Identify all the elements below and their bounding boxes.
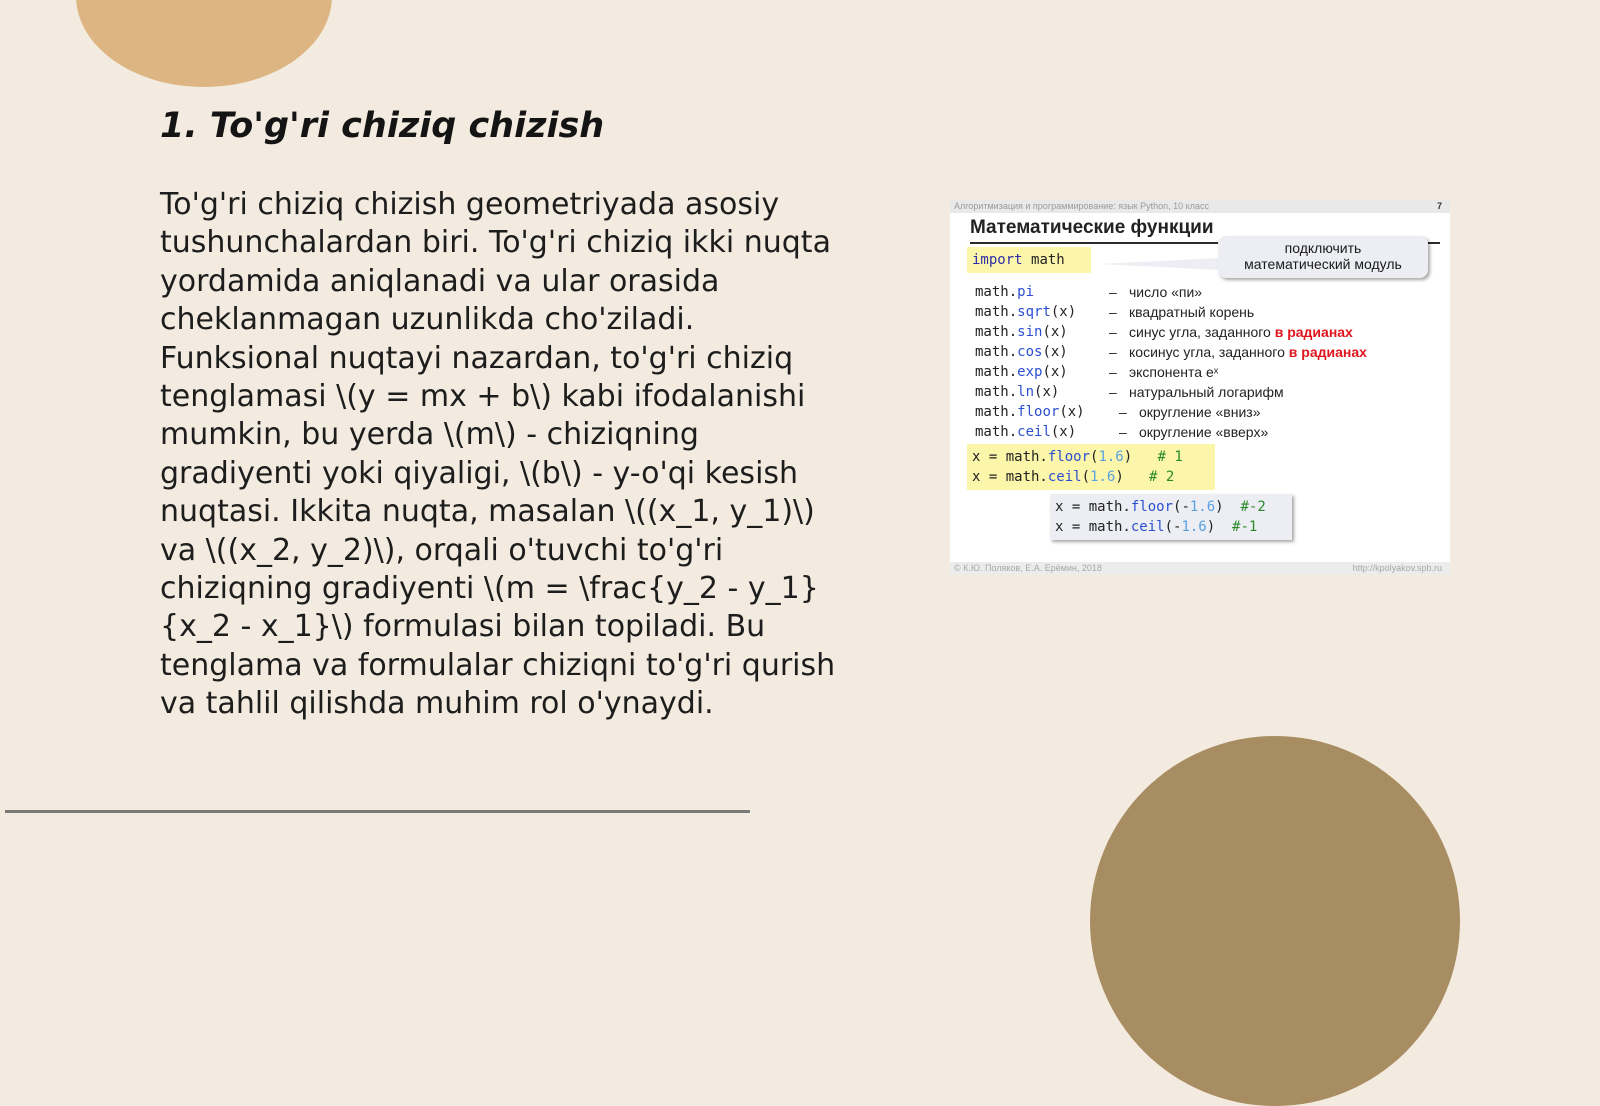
function-description [1139,422,1268,442]
function-name [975,302,1076,322]
function-dash: – [1109,364,1117,380]
import-statement [967,247,1091,273]
function-description-text: квадратный корень [1129,304,1255,320]
function-description [1129,302,1254,322]
function-row [975,402,1445,422]
function-row [975,382,1445,402]
callout-bubble [1218,236,1428,278]
code-close: ) [1123,449,1133,465]
function-method: cos [1017,344,1043,360]
function-row [975,342,1445,362]
code-comment: # 1 [1157,449,1183,465]
code-block-positive [967,444,1215,490]
code-line [972,447,1215,467]
code-comment: #-2 [1240,499,1266,515]
function-prefix: math. [975,404,1018,420]
code-close: ) [1206,519,1216,535]
function-method: ln [1017,384,1035,400]
function-highlight: в радианах [1274,324,1353,340]
code-lhs: x = math. [1055,519,1131,535]
function-prefix: math. [975,344,1018,360]
function-description [1129,342,1367,362]
body-paragraph: To'g'ri chiziq chizish geometriyada asosiy tushunchalardan biri. To'g'ri chiziq ikki nuqta yordamida aniqlanadi va ular orasida cheklanmagan uzunlikda cho'ziladi. Funksional nuqtayi nazardan, to'g'ri chiziq tenglamasi \(y = mx + b\) kabi ifodalanishi mumkin, bu yerda \(m\) - chiziqning gradiyenti yoki qiyaligi, \(b\) - y-o'qi kesish nuqtasi. Ikkita nuqta, masalan \((x_1, y_1)\) va \((x_2, y_2)\), orqali o'tuvchi to'g'ri chiziqning gradiyenti \(m = \frac{y_2 - y_1}{x_2 - x_1}\) formulasi bilan topiladi. Bu tenglama va formulalar chiziqni to'g'ri qurish va tahlil qilishda muhim rol o'ynaydi. [160,187,836,722]
function-args: (x) [1042,364,1068,380]
slide-footer-left: © К.Ю. Поляков, Е.А. Ерёмин, 2018 [954,563,1102,573]
callout-line-1: подключить [1284,240,1362,256]
code-comment: # 2 [1149,469,1175,485]
function-name [975,342,1068,362]
function-description [1129,282,1202,302]
slide-image [950,200,1450,575]
function-name [975,382,1059,402]
function-name [975,322,1068,342]
function-args: (x) [1050,304,1077,320]
code-number: 1.6 [1181,519,1207,535]
code-lhs: x = math. [1055,499,1131,515]
function-row [975,422,1445,442]
function-method: sqrt [1017,304,1051,320]
function-name [975,362,1068,382]
function-description [1129,362,1218,382]
page-title: 1. To'g'ri chiziq chizish [160,106,605,146]
decorative-circle-top [76,0,332,87]
function-row [975,282,1445,302]
callout-line-2: математический модуль [1244,256,1402,272]
function-row [975,362,1445,382]
function-dash: – [1109,304,1117,320]
slide-header [950,200,1450,213]
function-method: ceil [1017,424,1051,440]
function-row [975,322,1445,342]
function-method: floor [1017,404,1060,420]
function-args: (x) [1050,424,1077,440]
code-close: ) [1215,499,1224,515]
function-dash: – [1109,284,1117,300]
code-function: ceil [1130,519,1165,535]
function-name [975,402,1085,422]
code-open: (- [1173,499,1190,515]
function-description-text: косинус угла, заданного [1129,344,1285,360]
function-dash: – [1109,324,1117,340]
function-args: (x) [1059,404,1085,420]
import-keyword: import [972,252,1023,268]
slide-footer [950,562,1450,575]
function-description-text: синус угла, заданного [1129,324,1271,340]
code-number: 1.6 [1098,449,1124,465]
code-function: floor [1047,449,1091,465]
function-args: (x) [1042,344,1068,360]
callout-pointer [1100,258,1220,270]
slide-header-text: Алгоритмизация и программирование: язык Python, 10 класс [954,201,1209,211]
code-line [972,467,1215,487]
function-prefix: math. [975,324,1018,340]
function-name [975,422,1076,442]
function-description-text: экспонента eˣ [1129,364,1219,380]
slide-title: Математические функции [970,217,1214,238]
divider-line [5,810,750,813]
code-open: ( [1081,469,1091,485]
code-open: (- [1164,519,1182,535]
code-lhs: x = math. [972,469,1048,485]
function-args: (x) [1042,324,1068,340]
decorative-circle-bottom [1090,736,1460,1106]
function-description [1129,322,1353,342]
function-dash: – [1119,424,1127,440]
code-number: 1.6 [1189,499,1216,515]
function-description [1129,382,1284,402]
code-comment: #-1 [1232,519,1258,535]
function-method: sin [1017,324,1043,340]
function-method: pi [1017,284,1035,300]
function-description-text: округление «вверх» [1139,424,1269,440]
function-dash: – [1109,384,1117,400]
function-dash: – [1119,404,1127,420]
import-module: math [1031,252,1065,268]
code-block-negative [1050,494,1292,540]
code-line [1055,497,1292,517]
function-row [975,302,1445,322]
function-method: exp [1017,364,1043,380]
slide-footer-right: http://kpolyakov.spb.ru [1352,563,1442,573]
function-description-text: округление «вниз» [1139,404,1261,420]
function-list [975,282,1445,442]
code-lhs: x = math. [972,449,1048,465]
code-line [1055,517,1292,537]
slide-page-number: 7 [1436,201,1442,211]
code-function: ceil [1047,469,1082,485]
function-prefix: math. [975,384,1018,400]
function-description [1139,402,1261,422]
function-prefix: math. [975,364,1018,380]
function-prefix: math. [975,284,1018,300]
code-close: ) [1115,469,1124,485]
function-args: (x) [1034,384,1060,400]
function-prefix: math. [975,424,1018,440]
function-dash: – [1109,344,1117,360]
code-number: 1.6 [1090,469,1116,485]
code-open: ( [1090,449,1099,465]
code-function: floor [1130,499,1174,515]
function-highlight: в радианах [1288,344,1367,360]
function-name [975,282,1034,302]
function-description-text: число «пи» [1129,284,1203,300]
function-description-text: натуральный логарифм [1129,384,1284,400]
function-prefix: math. [975,304,1018,320]
